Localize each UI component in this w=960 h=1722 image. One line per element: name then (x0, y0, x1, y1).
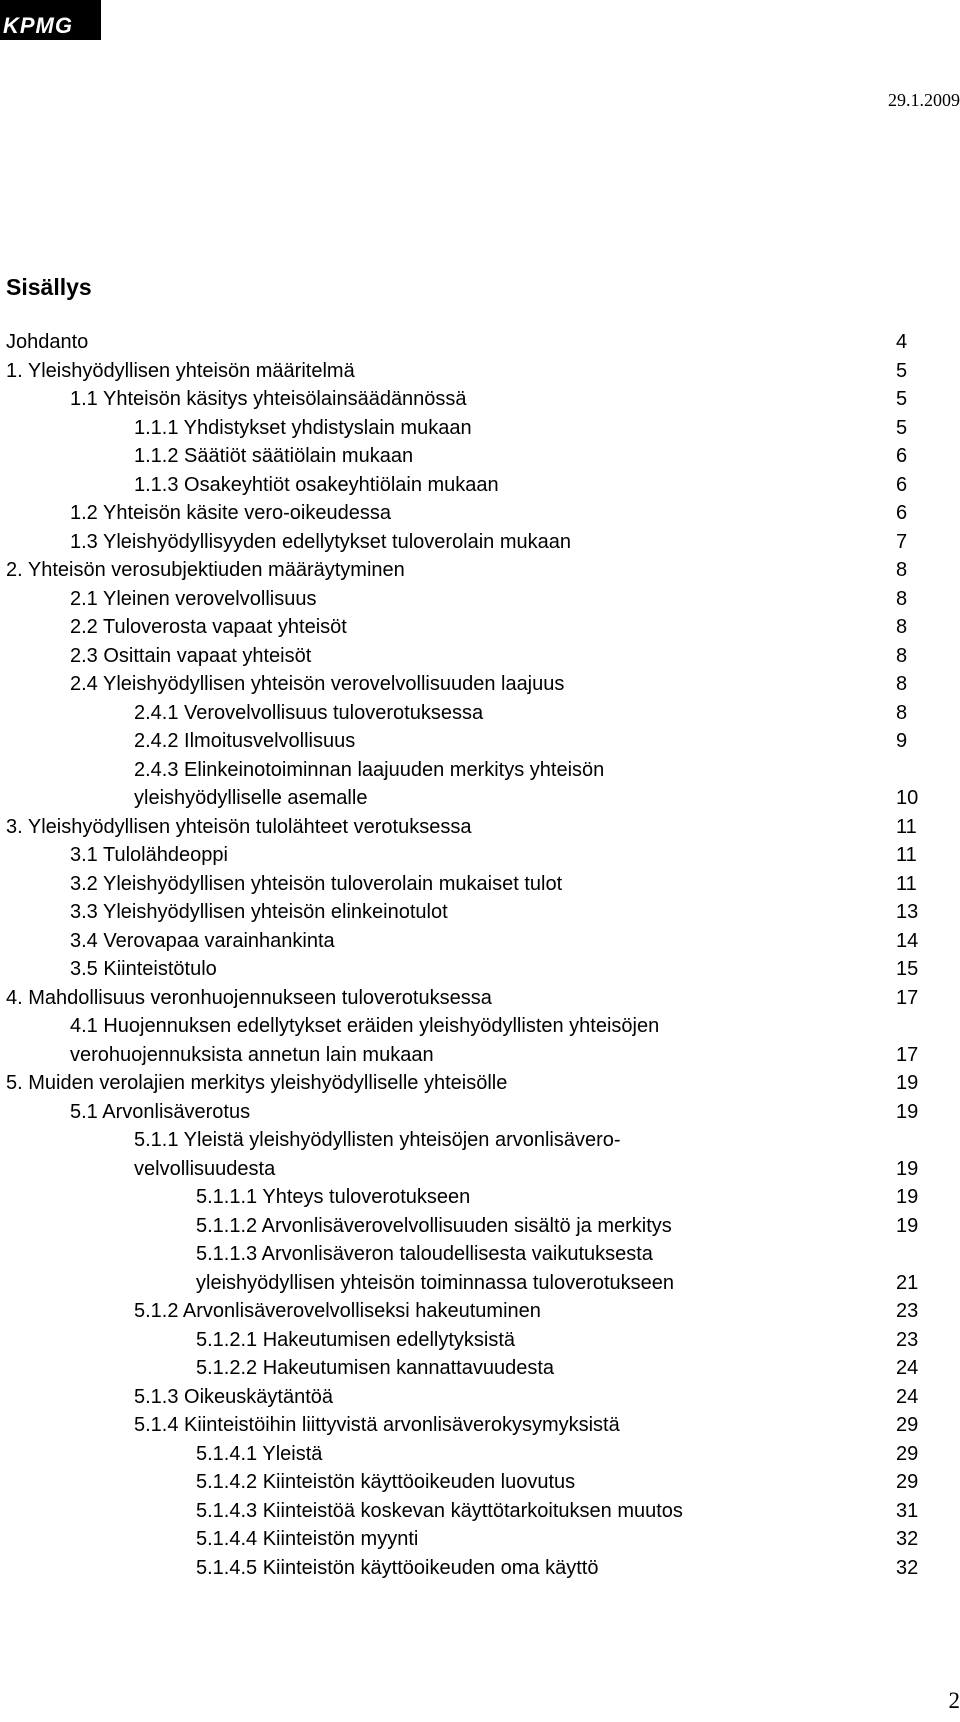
toc-entry-label (6, 328, 88, 357)
toc-entry-page: 17 (896, 986, 919, 1009)
toc-entry (0, 357, 960, 386)
toc-entry-label (134, 414, 472, 443)
toc-entry-label (196, 1212, 672, 1241)
toc-entry-title: 5. Muiden verolajien merkitys yleishyödylliselle yhteisölle (6, 1072, 508, 1094)
toc-entry-page: 31 (896, 1499, 919, 1522)
toc-entry (0, 1069, 960, 1098)
toc-entry (0, 1354, 960, 1383)
toc-entry-page: 15 (896, 958, 919, 980)
toc-entry-title: 5.1.2.2 Hakeutumisen kannattavuudesta (196, 1357, 555, 1379)
toc-entry (0, 1183, 960, 1212)
toc-entry-title: 2.4.1 Verovelvollisuus tuloverotuksessa (134, 701, 484, 724)
toc-entry-title: 2.4 Yleishyödyllisen yhteisön verovelvollisuuden laajuus (70, 673, 565, 695)
toc-entry-label (196, 1183, 470, 1212)
toc-entry-page: 7 (896, 530, 908, 553)
toc-entry-label (6, 813, 471, 842)
toc-entry-label (134, 699, 483, 728)
toc-entry-title: 3.5 Kiinteistötulo (70, 958, 217, 980)
toc-entry-page: 32 (896, 1528, 919, 1550)
toc-entry-label (70, 642, 311, 671)
toc-entry-title: 5.1.1 Yleistä yleishyödyllisten yhteisöjen arvonlisävero- (134, 1129, 621, 1151)
toc-entry-label (196, 1525, 418, 1554)
toc-entry-page: 21 (896, 1271, 919, 1294)
toc-entry-page: 4 (896, 331, 908, 353)
toc-entry (0, 813, 960, 842)
toc-entry (0, 727, 960, 756)
toc-entry-label (70, 613, 347, 642)
toc-entry-title: 5.1.1.3 Arvonlisäveron taloudellisesta vaikutuksesta (196, 1243, 653, 1265)
toc-entry-label (134, 727, 355, 756)
toc-entry-label (6, 1069, 507, 1098)
toc-entry-label (196, 1440, 322, 1469)
toc-entry-page: 19 (896, 1157, 919, 1180)
toc-entry-label (70, 1012, 659, 1069)
toc-entry-title-continued: yleishyödylliselle asemalle (134, 787, 368, 809)
toc-entry-title: 3.4 Verovapaa varainhankinta (70, 929, 335, 952)
toc-entry-title-continued: velvollisuudesta (134, 1157, 276, 1180)
toc-entry-label (196, 1497, 683, 1526)
toc-entry (0, 1012, 960, 1069)
toc-entry-page: 19 (896, 1100, 919, 1123)
toc-entry-page: 10 (896, 787, 919, 809)
toc-entry-label (70, 927, 335, 956)
toc-entry-title: 5.1.4.2 Kiinteistön käyttöoikeuden luovutus (196, 1471, 576, 1493)
toc-entry-label (70, 499, 391, 528)
toc-entry-label (6, 984, 492, 1013)
toc-entry (0, 471, 960, 500)
toc-entry (0, 499, 960, 528)
toc-entry (0, 699, 960, 728)
toc-entry (0, 1468, 960, 1497)
toc-entry-page: 8 (896, 587, 908, 610)
toc-entry-label (70, 585, 316, 614)
toc-entry-label (196, 1240, 674, 1297)
toc-entry-label (70, 841, 228, 870)
toc-entry (0, 642, 960, 671)
table-of-contents (0, 328, 960, 1582)
toc-entry-page: 6 (896, 473, 908, 496)
toc-entry-label (70, 385, 467, 414)
toc-entry-title: 5.1.4.3 Kiinteistöä koskevan käyttötarkoituksen muutos (196, 1499, 683, 1522)
toc-entry-title: 1.1.1 Yhdistykset yhdistyslain mukaan (134, 416, 472, 439)
toc-entry-label (70, 670, 564, 699)
toc-entry-title: 2.4.3 Elinkeinotoiminnan laajuuden merkitys yhteisön (134, 758, 605, 781)
toc-entry-page: 19 (896, 1072, 919, 1094)
toc-entry-page: 8 (896, 559, 908, 581)
toc-entry (0, 927, 960, 956)
toc-entry-title: 5.1.4 Kiinteistöihin liittyvistä arvonlisäverokysymyksistä (134, 1414, 620, 1436)
toc-entry-page: 23 (896, 1328, 919, 1351)
toc-entry-page: 17 (896, 1043, 919, 1066)
toc-entry-page: 8 (896, 701, 908, 724)
toc-entry-page: 11 (896, 844, 917, 866)
toc-entry-label (196, 1326, 515, 1355)
document-date: 29.1.2009 (888, 90, 960, 110)
toc-entry-title-continued: yleishyödyllisen yhteisön toiminnassa tuloverotukseen (196, 1271, 675, 1294)
toc-entry (0, 1440, 960, 1469)
toc-entry-label (134, 1297, 541, 1326)
toc-entry-label (70, 898, 448, 927)
toc-entry-page: 24 (896, 1385, 919, 1408)
toc-entry (0, 1297, 960, 1326)
toc-entry (0, 1525, 960, 1554)
toc-entry (0, 385, 960, 414)
toc-entry-label (70, 528, 571, 557)
toc-entry-title: 2.2 Tuloverosta vapaat yhteisöt (70, 616, 347, 638)
toc-entry-page: 8 (896, 616, 908, 638)
toc-entry-page: 5 (896, 359, 908, 382)
toc-entry (0, 756, 960, 813)
toc-entry-title: 5.1.2.1 Hakeutumisen edellytyksistä (196, 1328, 516, 1351)
toc-entry-title: 5.1 Arvonlisäverotus (70, 1100, 251, 1123)
toc-entry-page: 11 (896, 815, 917, 838)
toc-entry-page: 5 (896, 388, 908, 410)
toc-entry-label (134, 756, 604, 813)
toc-entry-title: 1.2 Yhteisön käsite vero-oikeudessa (70, 502, 391, 524)
toc-entry-title: 5.1.1.2 Arvonlisäverovelvollisuuden sisältö ja merkitys (196, 1214, 672, 1237)
toc-entry-page: 29 (896, 1414, 919, 1436)
toc-entry-title: 2.3 Osittain vapaat yhteisöt (70, 644, 312, 667)
toc-entry-page: 29 (896, 1442, 919, 1465)
toc-entry (0, 1326, 960, 1355)
toc-entry (0, 1383, 960, 1412)
toc-entry-title: 1.3 Yleishyödyllisyyden edellytykset tuloverolain mukaan (70, 530, 572, 553)
toc-entry (0, 841, 960, 870)
toc-entry-title: 5.1.2 Arvonlisäverovelvolliseksi hakeutuminen (134, 1300, 541, 1322)
page-number: 2 (948, 1688, 960, 1713)
toc-entry (0, 670, 960, 699)
toc-entry-page: 6 (896, 445, 908, 467)
toc-entry (0, 442, 960, 471)
toc-entry (0, 870, 960, 899)
kpmg-logo-mark (0, 0, 101, 40)
toc-title: Sisällys (6, 274, 92, 300)
toc-entry-title: 5.1.3 Oikeuskäytäntöä (134, 1385, 334, 1408)
toc-entry-label (134, 1383, 333, 1412)
toc-entry-label (70, 1098, 250, 1127)
toc-entry-title: 2. Yhteisön verosubjektiuden määräytyminen (6, 559, 405, 581)
toc-entry (0, 1411, 960, 1440)
toc-entry (0, 1212, 960, 1241)
toc-entry-page: 29 (896, 1471, 919, 1493)
toc-entry-page: 32 (896, 1556, 919, 1579)
toc-entry-page: 8 (896, 673, 908, 695)
toc-entry-page: 6 (896, 502, 908, 524)
toc-entry-page: 23 (896, 1300, 919, 1322)
toc-entry-label (134, 1126, 621, 1183)
kpmg-logo (0, 0, 101, 40)
toc-entry-title: Johdanto (6, 331, 89, 353)
toc-entry-label (196, 1554, 598, 1583)
toc-entry-title-continued: verohuojennuksista annetun lain mukaan (70, 1043, 434, 1066)
toc-entry (0, 984, 960, 1013)
toc-entry-page: 9 (896, 730, 908, 752)
toc-entry-label (6, 357, 355, 386)
toc-entry-page: 5 (896, 416, 908, 439)
toc-entry (0, 1126, 960, 1183)
kpmg-logo-text: KPMG (3, 13, 73, 38)
toc-entry-label (6, 556, 405, 585)
toc-entry-title: 4. Mahdollisuus veronhuojennukseen tuloverotuksessa (6, 986, 492, 1009)
toc-entry-label (70, 955, 217, 984)
toc-entry-label (70, 870, 562, 899)
toc-entry (0, 328, 960, 357)
toc-entry-title: 1.1 Yhteisön käsitys yhteisölainsäädännössä (70, 388, 467, 410)
toc-entry-title: 5.1.4.5 Kiinteistön käyttöoikeuden oma käyttö (196, 1556, 599, 1579)
toc-entry-page: 14 (896, 929, 919, 952)
toc-entry (0, 1098, 960, 1127)
toc-entry (0, 955, 960, 984)
toc-entry-page: 11 (896, 872, 917, 895)
toc-entry-title: 3.2 Yleishyödyllisen yhteisön tuloverolain mukaiset tulot (70, 872, 563, 895)
toc-entry (0, 528, 960, 557)
toc-entry (0, 1554, 960, 1583)
toc-entry-title: 3.3 Yleishyödyllisen yhteisön elinkeinotulot (70, 901, 448, 923)
toc-entry-title: 1.1.2 Säätiöt säätiölain mukaan (134, 445, 414, 467)
toc-entry-title: 5.1.1.1 Yhteys tuloverotukseen (196, 1186, 471, 1208)
toc-entry (0, 585, 960, 614)
toc-entry-title: 3.1 Tulolähdeoppi (70, 844, 228, 866)
toc-entry-title: 1.1.3 Osakeyhtiöt osakeyhtiölain mukaan (134, 473, 499, 496)
toc-entry-page: 19 (896, 1214, 919, 1237)
toc-entry-label (134, 1411, 620, 1440)
toc-entry-page: 8 (896, 644, 908, 667)
toc-entry-title: 5.1.4.4 Kiinteistön myynti (196, 1528, 419, 1550)
toc-entry-title: 3. Yleishyödyllisen yhteisön tulolähteet verotuksessa (6, 815, 472, 838)
toc-entry-label (196, 1354, 554, 1383)
toc-entry-page: 19 (896, 1186, 919, 1208)
toc-entry-title: 4.1 Huojennuksen edellytykset eräiden yleishyödyllisten yhteisöjen (70, 1015, 660, 1037)
toc-entry (0, 898, 960, 927)
toc-entry (0, 1240, 960, 1297)
toc-entry (0, 1497, 960, 1526)
toc-entry-label (196, 1468, 575, 1497)
toc-entry-page: 13 (896, 901, 919, 923)
toc-entry-page: 24 (896, 1357, 919, 1379)
toc-entry-title: 2.4.2 Ilmoitusvelvollisuus (134, 730, 356, 752)
toc-entry-title: 1. Yleishyödyllisen yhteisön määritelmä (6, 359, 355, 382)
toc-entry (0, 556, 960, 585)
toc-entry-label (134, 471, 499, 500)
toc-entry (0, 414, 960, 443)
toc-entry-label (134, 442, 413, 471)
toc-entry-title: 5.1.4.1 Yleistä (196, 1442, 323, 1465)
toc-entry-title: 2.1 Yleinen verovelvollisuus (70, 587, 317, 610)
toc-entry (0, 613, 960, 642)
